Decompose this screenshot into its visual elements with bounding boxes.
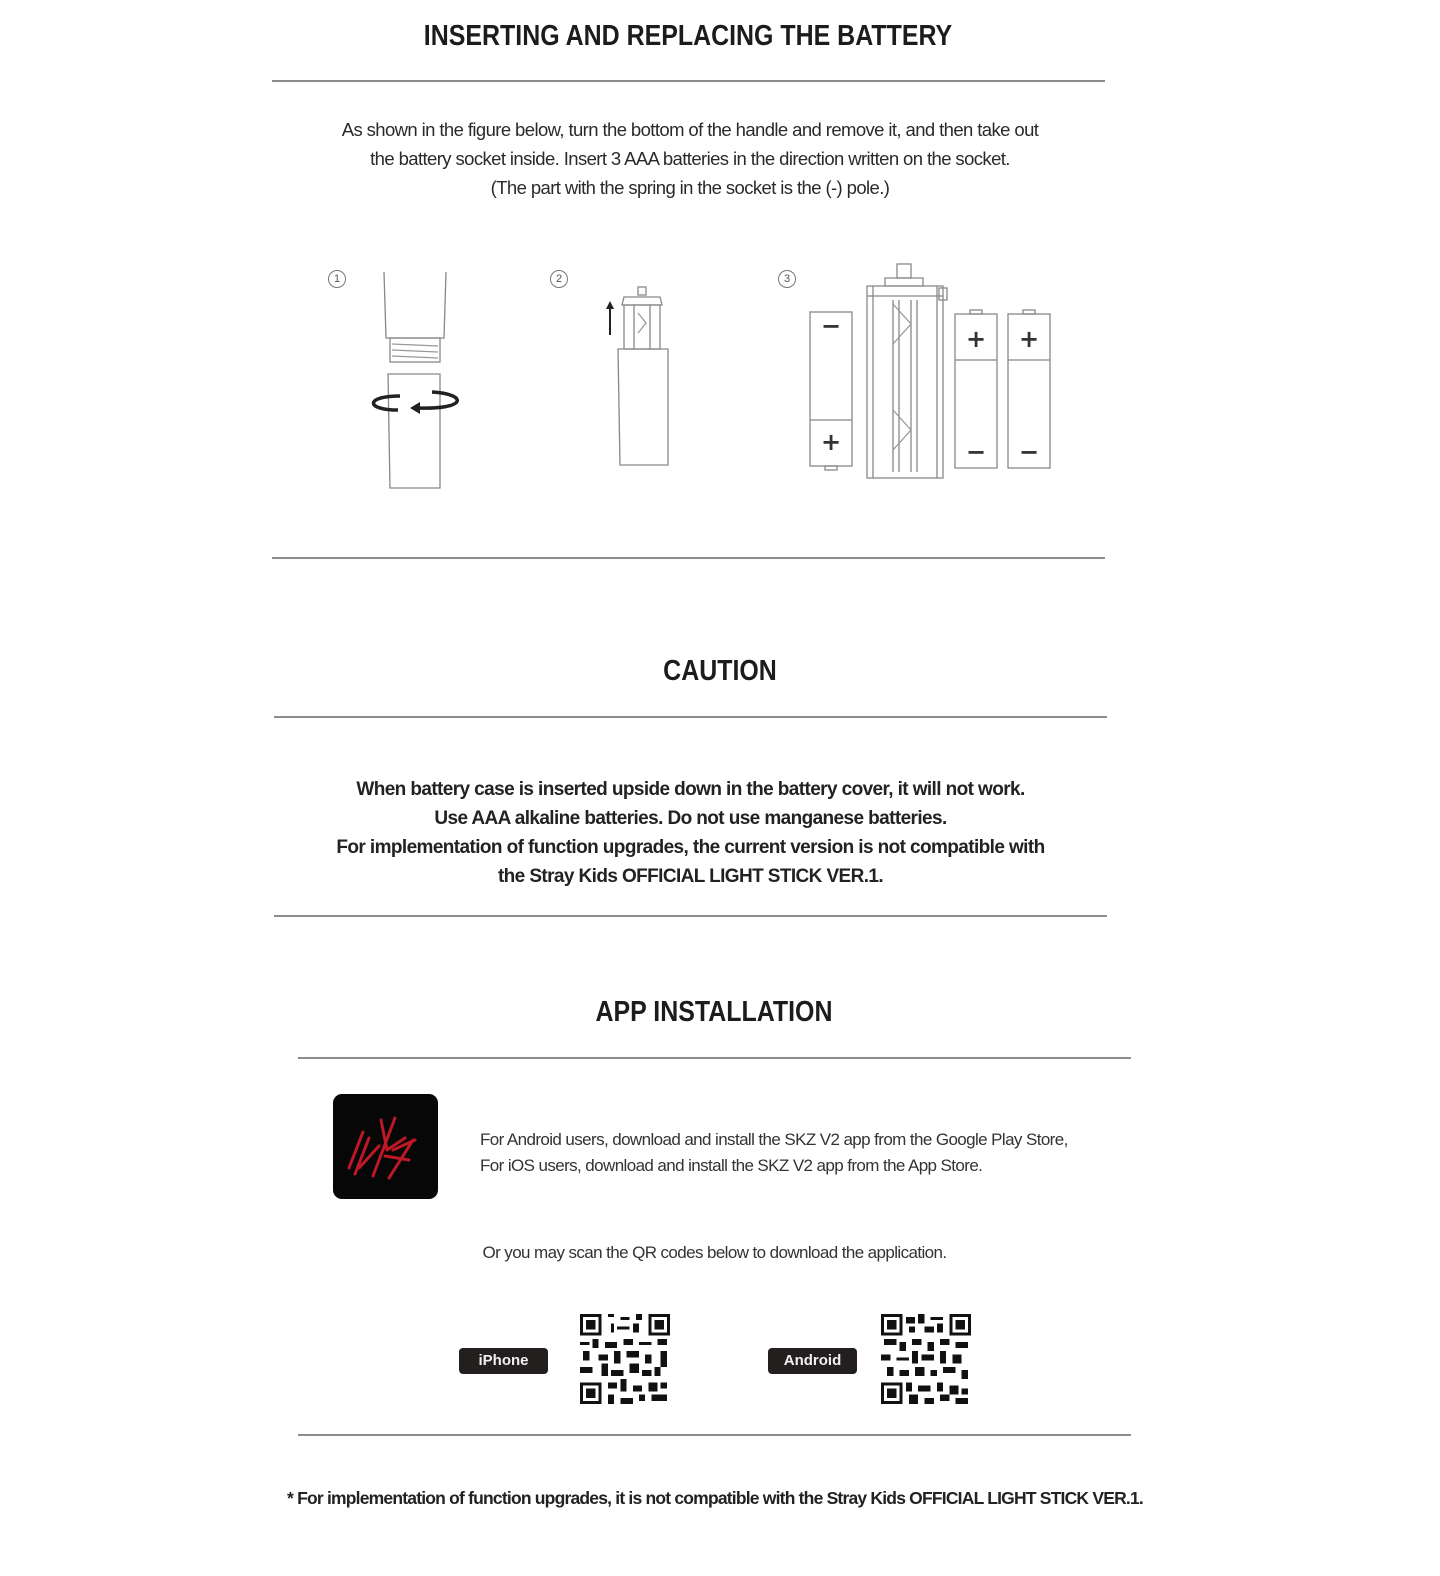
- caution-line: the Stray Kids OFFICIAL LIGHT STICK VER.1.: [497, 866, 884, 887]
- skz-logo-icon: [333, 1094, 438, 1199]
- caution-line: Use AAA alkaline batteries. Do not use manganese batteries.: [434, 808, 947, 829]
- app-section-title: APP INSTALLATION: [595, 996, 833, 1028]
- caution-line: When battery case is inserted upside down in the battery cover, it will not work.: [356, 779, 1025, 800]
- install-instructions: [480, 1127, 1068, 1179]
- battery-section-title: INSERTING AND REPLACING THE BATTERY: [423, 20, 953, 52]
- battery-instructions: [270, 115, 1110, 202]
- instruction-line: the battery socket inside. Insert 3 AAA batteries in the direction written on the socket.: [370, 148, 1010, 169]
- install-line-ios: For iOS users, download and install the SKZ V2 app from the App Store.: [480, 1156, 983, 1175]
- minus-sign-icon: −: [965, 438, 987, 466]
- instruction-line: (The part with the spring in the socket is the (-) pole.): [490, 177, 890, 198]
- divider: [298, 1434, 1131, 1436]
- pull-socket-illustration: [598, 285, 678, 475]
- caution-section-title: CAUTION: [663, 655, 777, 687]
- caution-text: [274, 775, 1107, 891]
- iphone-badge: iPhone: [459, 1348, 548, 1374]
- insert-batteries-illustration: [805, 260, 1055, 485]
- divider: [298, 1057, 1131, 1059]
- footnote: * For implementation of function upgrades, it is not compatible with the Stray Kids OFFICIAL LIGHT STICK VER.1.: [287, 1488, 1143, 1508]
- twist-handle-illustration: [360, 268, 470, 498]
- plus-sign-icon: +: [820, 428, 842, 456]
- install-line-android: For Android users, download and install the SKZ V2 app from the Google Play Store,: [480, 1130, 1068, 1149]
- instruction-line: As shown in the figure below, turn the bottom of the handle and remove it, and then take out: [341, 119, 1039, 140]
- caution-line: For implementation of function upgrades, the current version is not compatible with: [336, 837, 1045, 858]
- android-qr-code[interactable]: [881, 1314, 971, 1404]
- divider: [272, 80, 1105, 82]
- divider: [274, 915, 1107, 917]
- divider: [272, 557, 1105, 559]
- minus-sign-icon: −: [820, 312, 842, 340]
- plus-sign-icon: +: [1018, 325, 1040, 353]
- divider: [274, 716, 1107, 718]
- minus-sign-icon: −: [1018, 438, 1040, 466]
- skz-app-icon: [333, 1094, 438, 1199]
- plus-sign-icon: +: [965, 325, 987, 353]
- step-number-1: 1: [328, 270, 346, 288]
- step-number-2: 2: [550, 270, 568, 288]
- android-badge: Android: [768, 1348, 857, 1374]
- qr-prompt: Or you may scan the QR codes below to download the application.: [482, 1243, 947, 1262]
- step-number-3: 3: [778, 270, 796, 288]
- iphone-qr-code[interactable]: [580, 1314, 670, 1404]
